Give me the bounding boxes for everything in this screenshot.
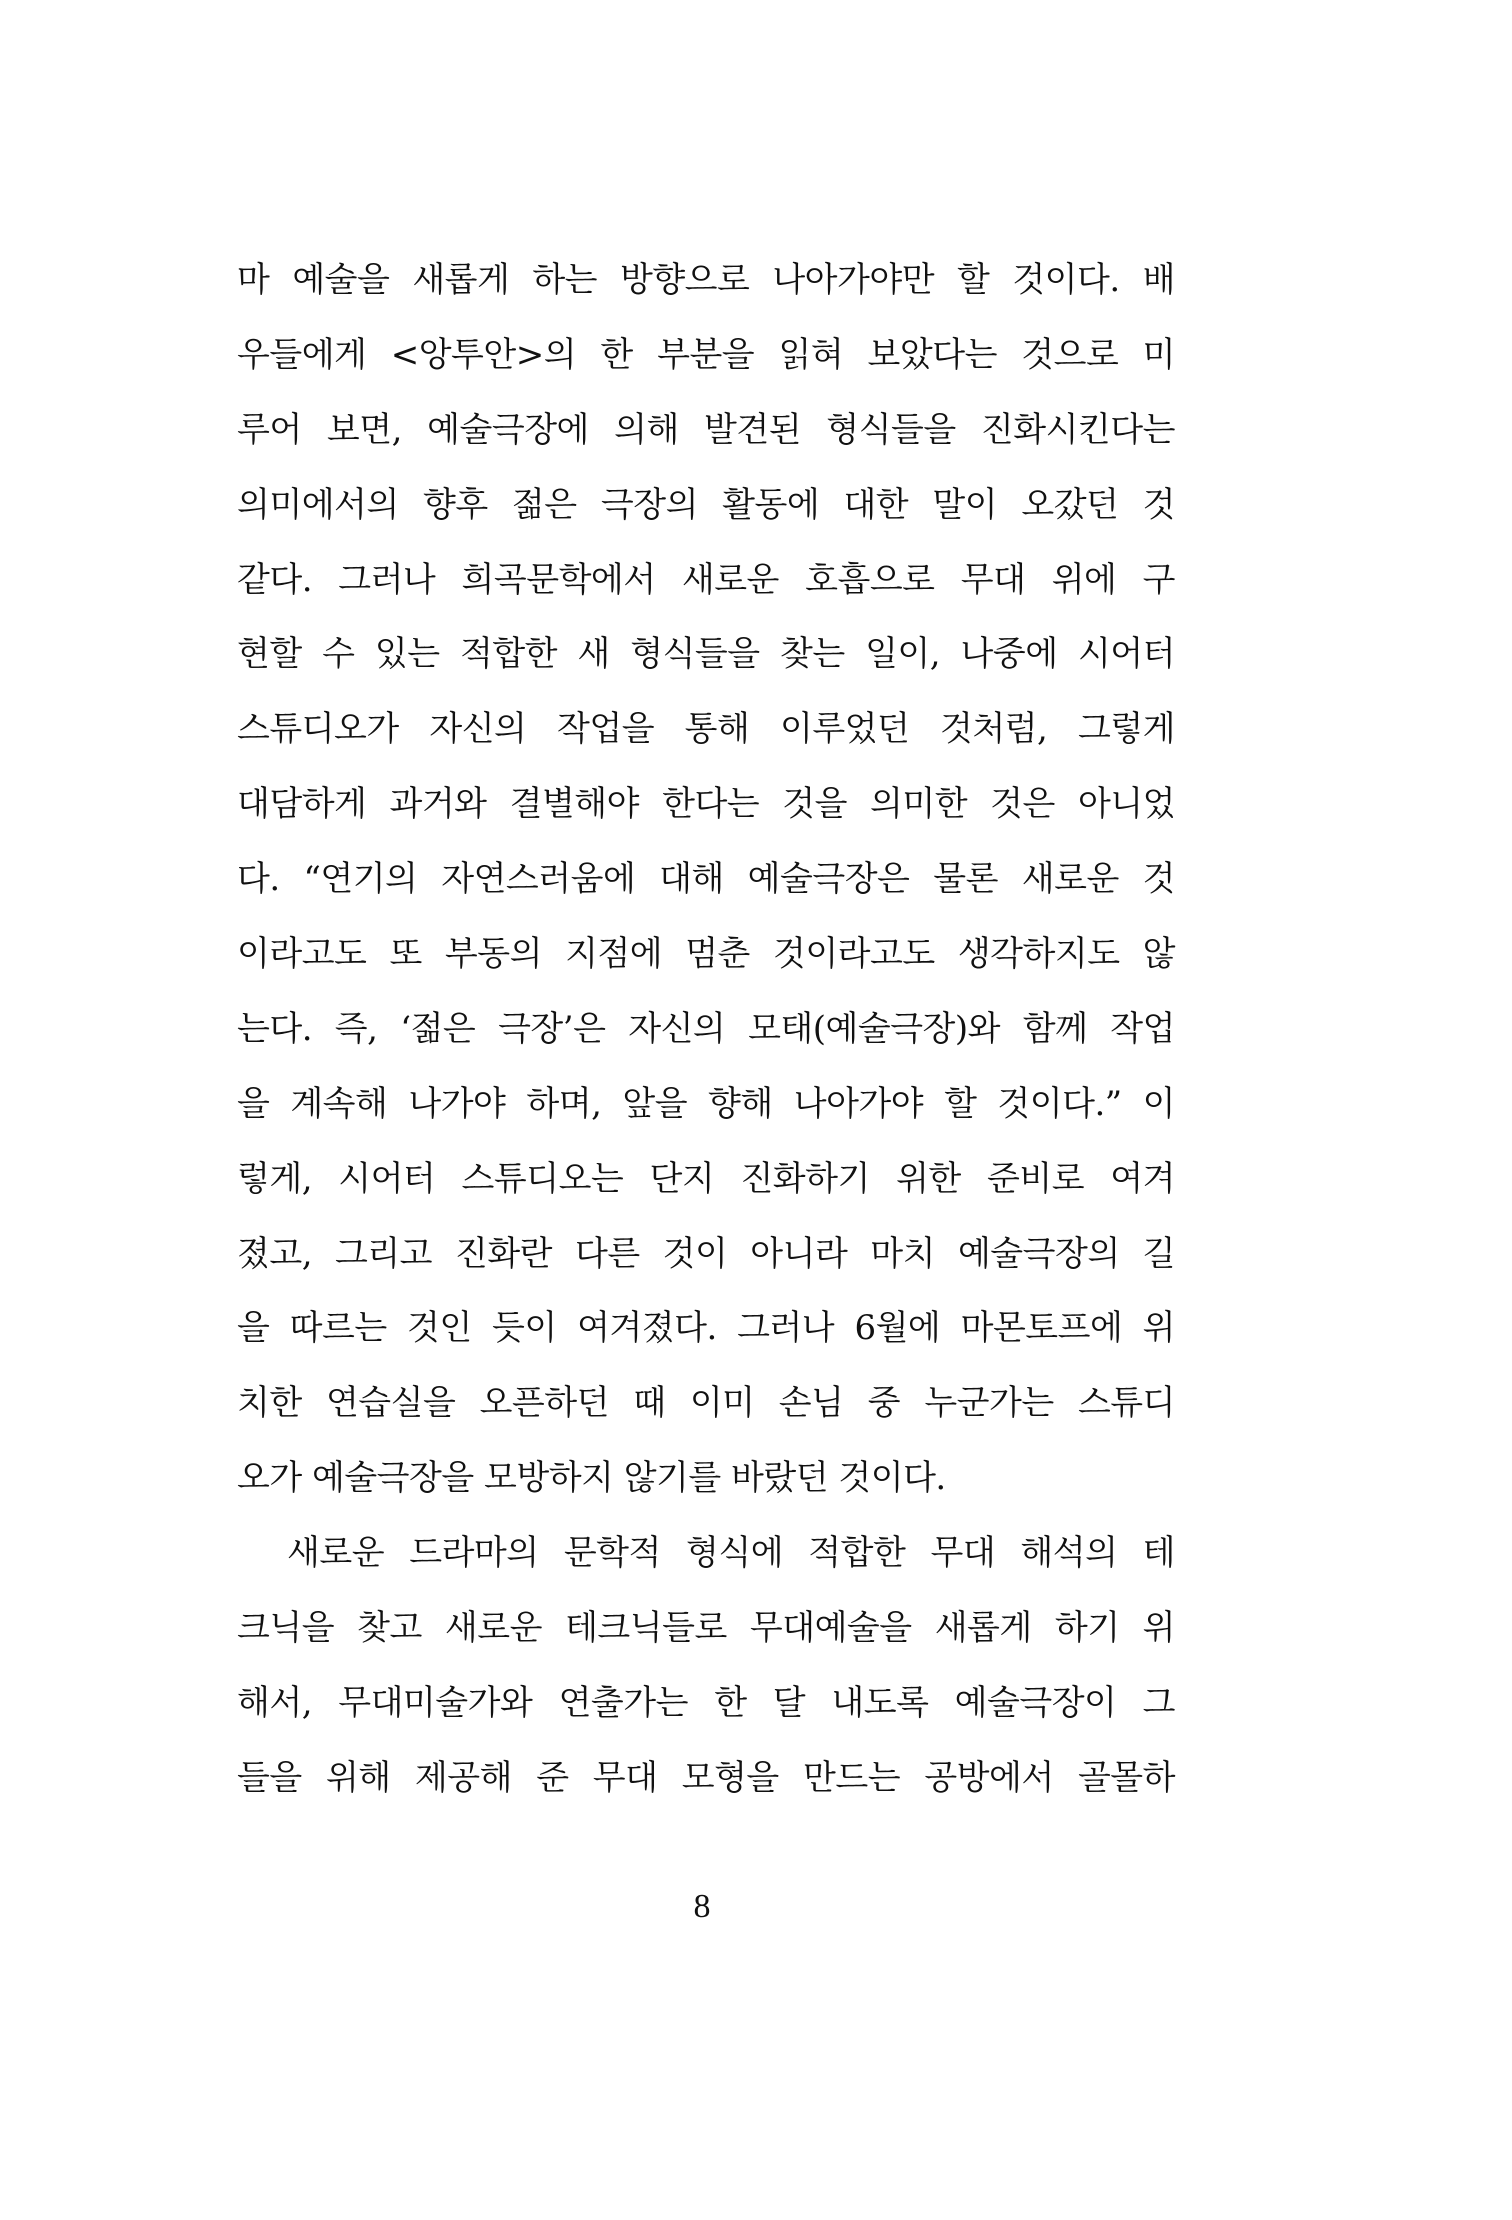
text-line: 들을 위해 제공해 준 무대 모형을 만드는 공방에서 골몰하: [237, 1757, 1175, 1798]
text-line: 을 계속해 나가야 하며, 앞을 향해 나아가야 할 것이다.” 이: [237, 1083, 1175, 1124]
text-line: 대담하게 과거와 결별해야 한다는 것을 의미한 것은 아니었: [237, 784, 1175, 825]
body-text: [237, 243, 1175, 1816]
text-line: 을 따르는 것인 듯이 여겨졌다. 그러나 6월에 마몬토프에 위: [237, 1308, 1175, 1349]
paragraph-2: [237, 1516, 1175, 1816]
page-number: 8: [693, 1888, 711, 1925]
text-line: 크닉을 찾고 새로운 테크닉들로 무대예술을 새롭게 하기 위: [237, 1608, 1175, 1649]
text-line: 현할 수 있는 적합한 새 형식들을 찾는 일이, 나중에 시어터: [237, 634, 1175, 675]
text-line: 렇게, 시어터 스튜디오는 단지 진화하기 위한 준비로 여겨: [237, 1158, 1175, 1199]
text-line: 이라고도 또 부동의 지점에 멈춘 것이라고도 생각하지도 않: [237, 934, 1175, 975]
text-line: 치한 연습실을 오픈하던 때 이미 손님 중 누군가는 스튜디: [237, 1383, 1175, 1424]
text-line: 마 예술을 새롭게 하는 방향으로 나아가야만 할 것이다. 배: [237, 260, 1175, 300]
text-line: 는다. 즉, ‘젊은 극장’은 자신의 모태(예술극장)와 함께 작업: [237, 1008, 1175, 1049]
text-line: 다. “연기의 자연스러움에 대해 예술극장은 물론 새로운 것: [237, 859, 1175, 900]
text-line: 같다. 그러나 희곡문학에서 새로운 호흡으로 무대 위에 구: [237, 559, 1175, 600]
text-line: 의미에서의 향후 젊은 극장의 활동에 대한 말이 오갔던 것: [237, 484, 1175, 525]
text-line: 새로운 드라마의 문학적 형식에 적합한 무대 해석의 테: [287, 1533, 1175, 1574]
paragraph-1: [237, 243, 1175, 1516]
text-line: 스튜디오가 자신의 작업을 통해 이루었던 것처럼, 그렇게: [237, 709, 1175, 750]
text-line: 졌고, 그리고 진화란 다른 것이 아니라 마치 예술극장의 길: [237, 1233, 1175, 1274]
text-line: 우들에게 <앙투안>의 한 부분을 읽혀 보았다는 것으로 미: [237, 334, 1175, 375]
text-line: 오가 예술극장을 모방하지 않기를 바랐던 것이다.: [237, 1458, 946, 1499]
text-line: 해서, 무대미술가와 연출가는 한 달 내도록 예술극장이 그: [237, 1682, 1175, 1723]
text-line: 루어 보면, 예술극장에 의해 발견된 형식들을 진화시킨다는: [237, 409, 1175, 450]
